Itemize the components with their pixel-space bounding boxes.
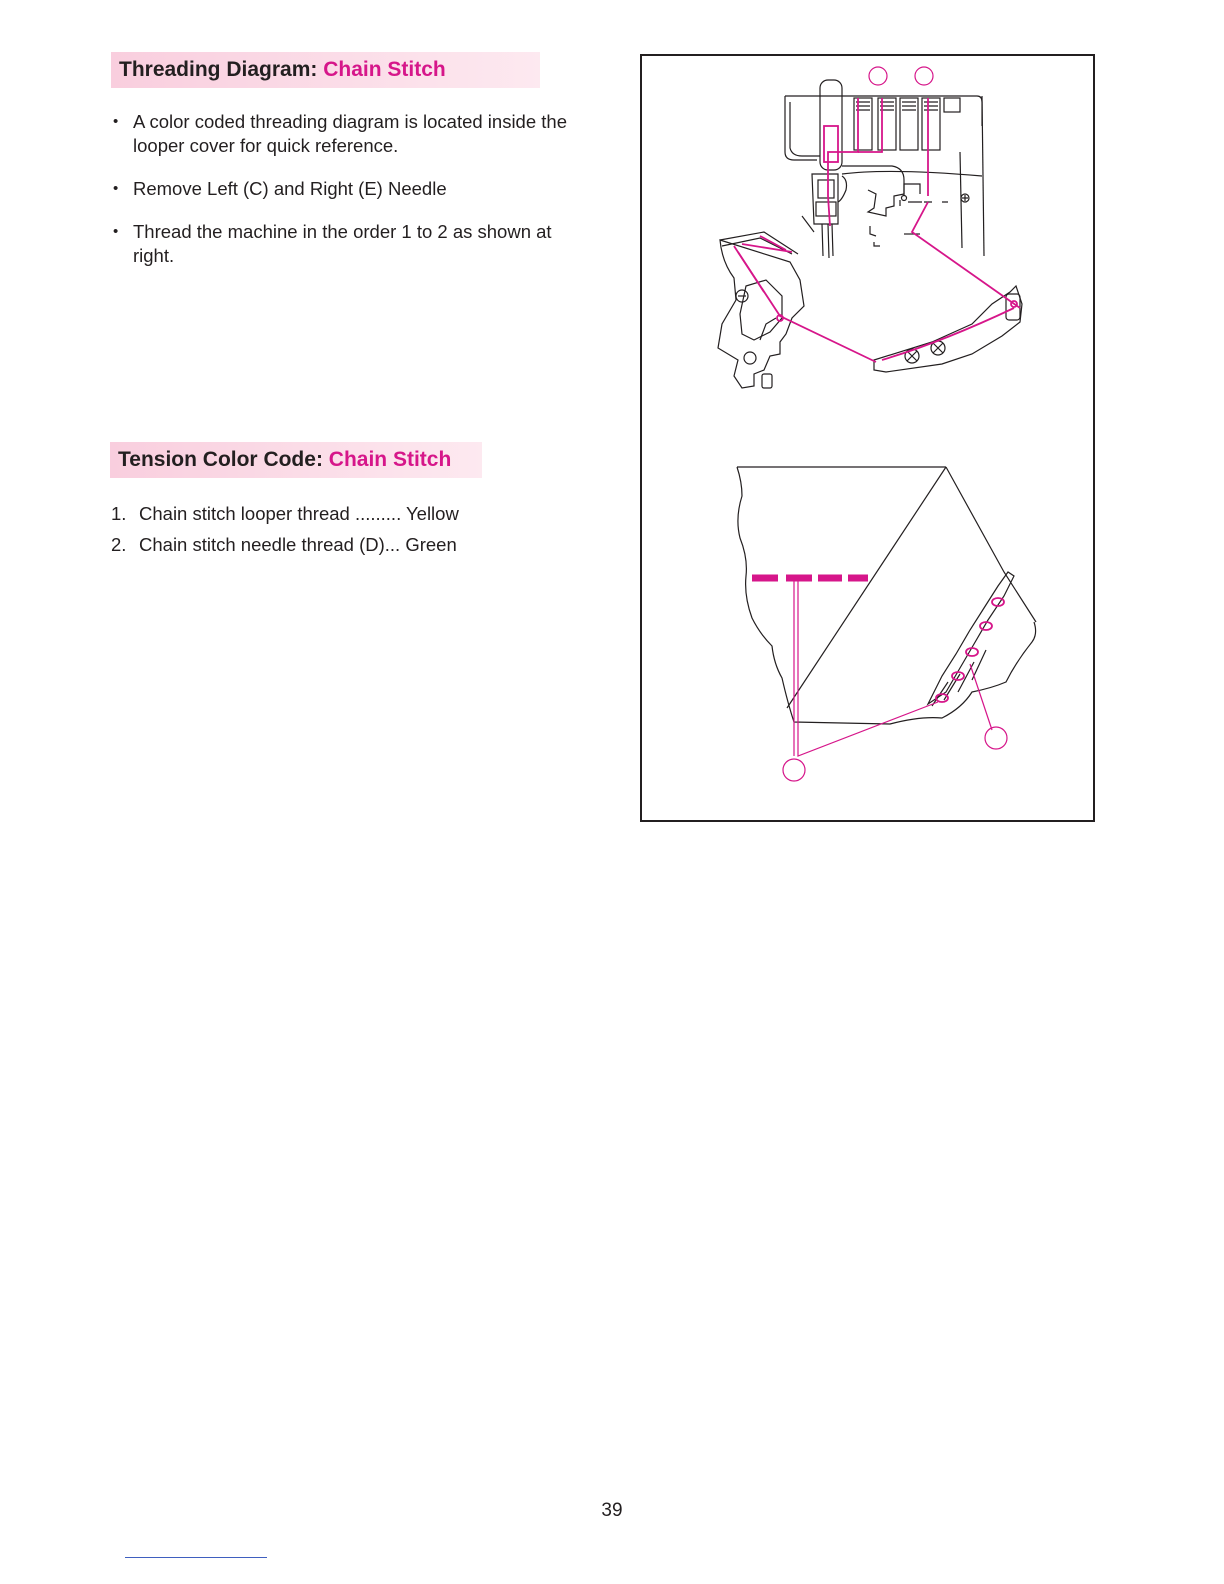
item-text: Chain stitch needle thread (D)... Green <box>139 534 457 555</box>
machine-body <box>718 80 1022 388</box>
item-number: 2. <box>111 534 127 555</box>
callout-circle-2 <box>915 67 933 85</box>
tension-color-code-list <box>111 498 591 560</box>
footer-rule <box>125 1557 267 1558</box>
threading-diagram-heading <box>111 52 540 88</box>
threading-instructions-list <box>110 110 590 287</box>
fabric-illustration <box>737 467 1036 724</box>
instruction-item: • Remove Left (C) and Right (E) Needle <box>110 177 590 201</box>
color-code-item <box>111 498 591 529</box>
heading-accent: Chain Stitch <box>328 448 452 471</box>
instruction-item: • A color coded threading diagram is located inside the looper cover for quick reference. <box>110 110 590 158</box>
heading-prefix: Tension Color Code: <box>118 448 323 471</box>
heading-prefix: Threading Diagram: <box>119 58 318 81</box>
tension-color-code-heading <box>110 442 482 478</box>
color-code-item <box>111 529 591 560</box>
page-number: 39 <box>601 1500 623 1521</box>
item-number: 1. <box>111 503 127 524</box>
fabric-callout-lines <box>794 580 992 756</box>
item-text: Chain stitch looper thread ......... Yellow <box>139 503 459 524</box>
thread-path <box>734 98 1020 362</box>
callout-circle-1 <box>869 67 887 85</box>
callout-circle-2 <box>985 727 1007 749</box>
threading-figure <box>640 54 1095 822</box>
threading-illustration <box>642 56 1093 820</box>
heading-accent: Chain Stitch <box>323 58 446 81</box>
instruction-item: • Thread the machine in the order 1 to 2 as shown at right. <box>110 220 590 268</box>
callout-circle-1 <box>783 759 805 781</box>
